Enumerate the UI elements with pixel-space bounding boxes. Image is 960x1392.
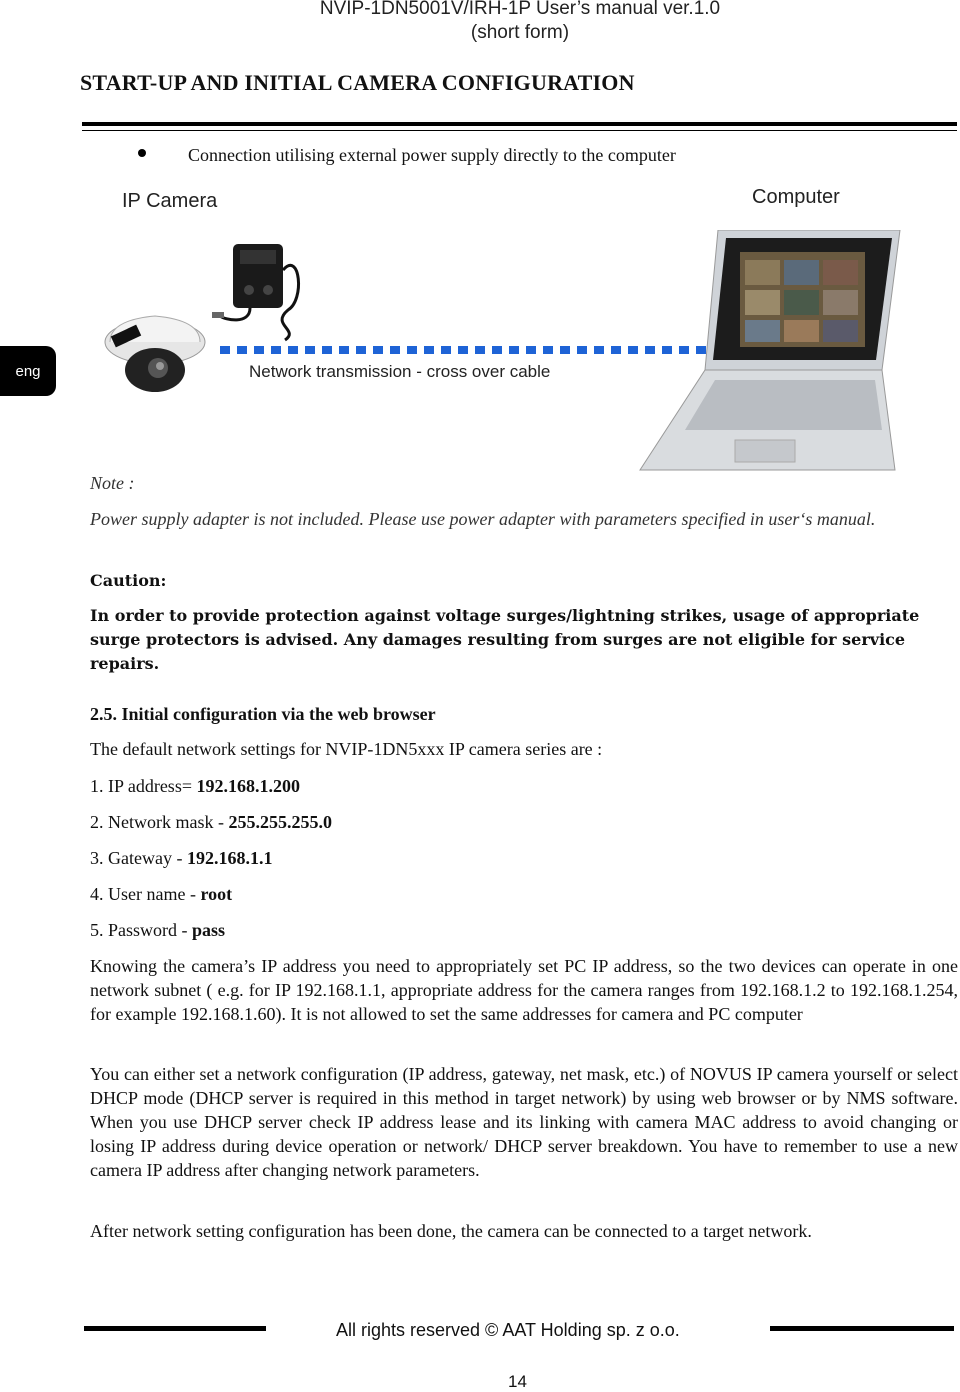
setting-password: 5. Password - pass — [90, 920, 226, 940]
note-heading: Note : — [90, 473, 135, 493]
network-transmission-label: Network transmission - cross over cable — [249, 362, 551, 381]
setting-gateway: 3. Gateway - 192.168.1.1 — [90, 848, 273, 868]
footer-copyright: All rights reserved © AAT Holding sp. z o.o. — [336, 1320, 680, 1340]
caution-text: In order to provide protection against voltage surges/lightning strikes, usage of appropriate surge protectors is advised. Any damages resulting from surges are not eligible for service repairs. — [90, 606, 920, 673]
settings-intro: The default network settings for NVIP-1DN5xxx IP camera series are : — [90, 739, 603, 759]
section-title: START-UP AND INITIAL CAMERA CONFIGURATION — [80, 70, 635, 95]
dome-camera-icon — [105, 316, 205, 392]
paragraph-subnet: Knowing the camera’s IP address you need to appropriately set PC IP address, so the two devices can operate in one network subnet ( e.g. for IP 192.168.1.1, appropriate address for the camera ranges from 192.168.1.2 to 192.168.1.254, for example 192.168.1.60). It is not allowed to set the same addresses for camera and PC computer — [90, 956, 958, 1024]
caution-heading: Caution: — [90, 571, 167, 590]
bullet-text: Connection utilising external power supply directly to the computer — [188, 145, 676, 165]
page-number: 14 — [508, 1372, 527, 1391]
language-tab[interactable]: eng — [0, 346, 56, 396]
computer-label: Computer — [752, 186, 840, 208]
footer-rule-left — [84, 1326, 266, 1331]
ip-camera-label: IP Camera — [122, 190, 218, 212]
note-text: Power supply adapter is not included. Please use power adapter with parameters specified in user‘s manual. — [90, 509, 876, 529]
bullet-icon — [138, 149, 146, 157]
header-subtitle: (short form) — [470, 22, 570, 43]
setting-user-name: 4. User name - root — [90, 884, 233, 904]
power-adapter-icon — [212, 244, 299, 340]
title-rule-thick — [82, 122, 957, 126]
footer-rule-right — [770, 1326, 954, 1331]
header-manual-title: NVIP-1DN5001V/IRH-1P User’s manual ver.1.0 — [319, 0, 721, 19]
connection-diagram — [100, 230, 960, 480]
setting-network-mask: 2. Network mask - 255.255.255.0 — [90, 812, 332, 832]
setting-ip-address: 1. IP address= 192.168.1.200 — [90, 776, 300, 796]
title-rule-thin — [82, 130, 957, 131]
paragraph-target-network: After network setting configuration has been done, the camera can be connected to a target network. — [90, 1221, 812, 1241]
subsection-title: 2.5. Initial configuration via the web browser — [90, 704, 436, 724]
paragraph-dhcp: You can either set a network configuration (IP address, gateway, net mask, etc.) of NOVUS IP camera yourself or select DHCP mode (DHCP server is required in this method in target network) by using web browser or by NMS software. When you use DHCP server check IP address lease and its linking with camera MAC address to avoid changing or losing IP address during device operation or network/ DHCP server breakdown. You have to remember to use a new camera IP address after changing network parameters. — [90, 1064, 958, 1180]
